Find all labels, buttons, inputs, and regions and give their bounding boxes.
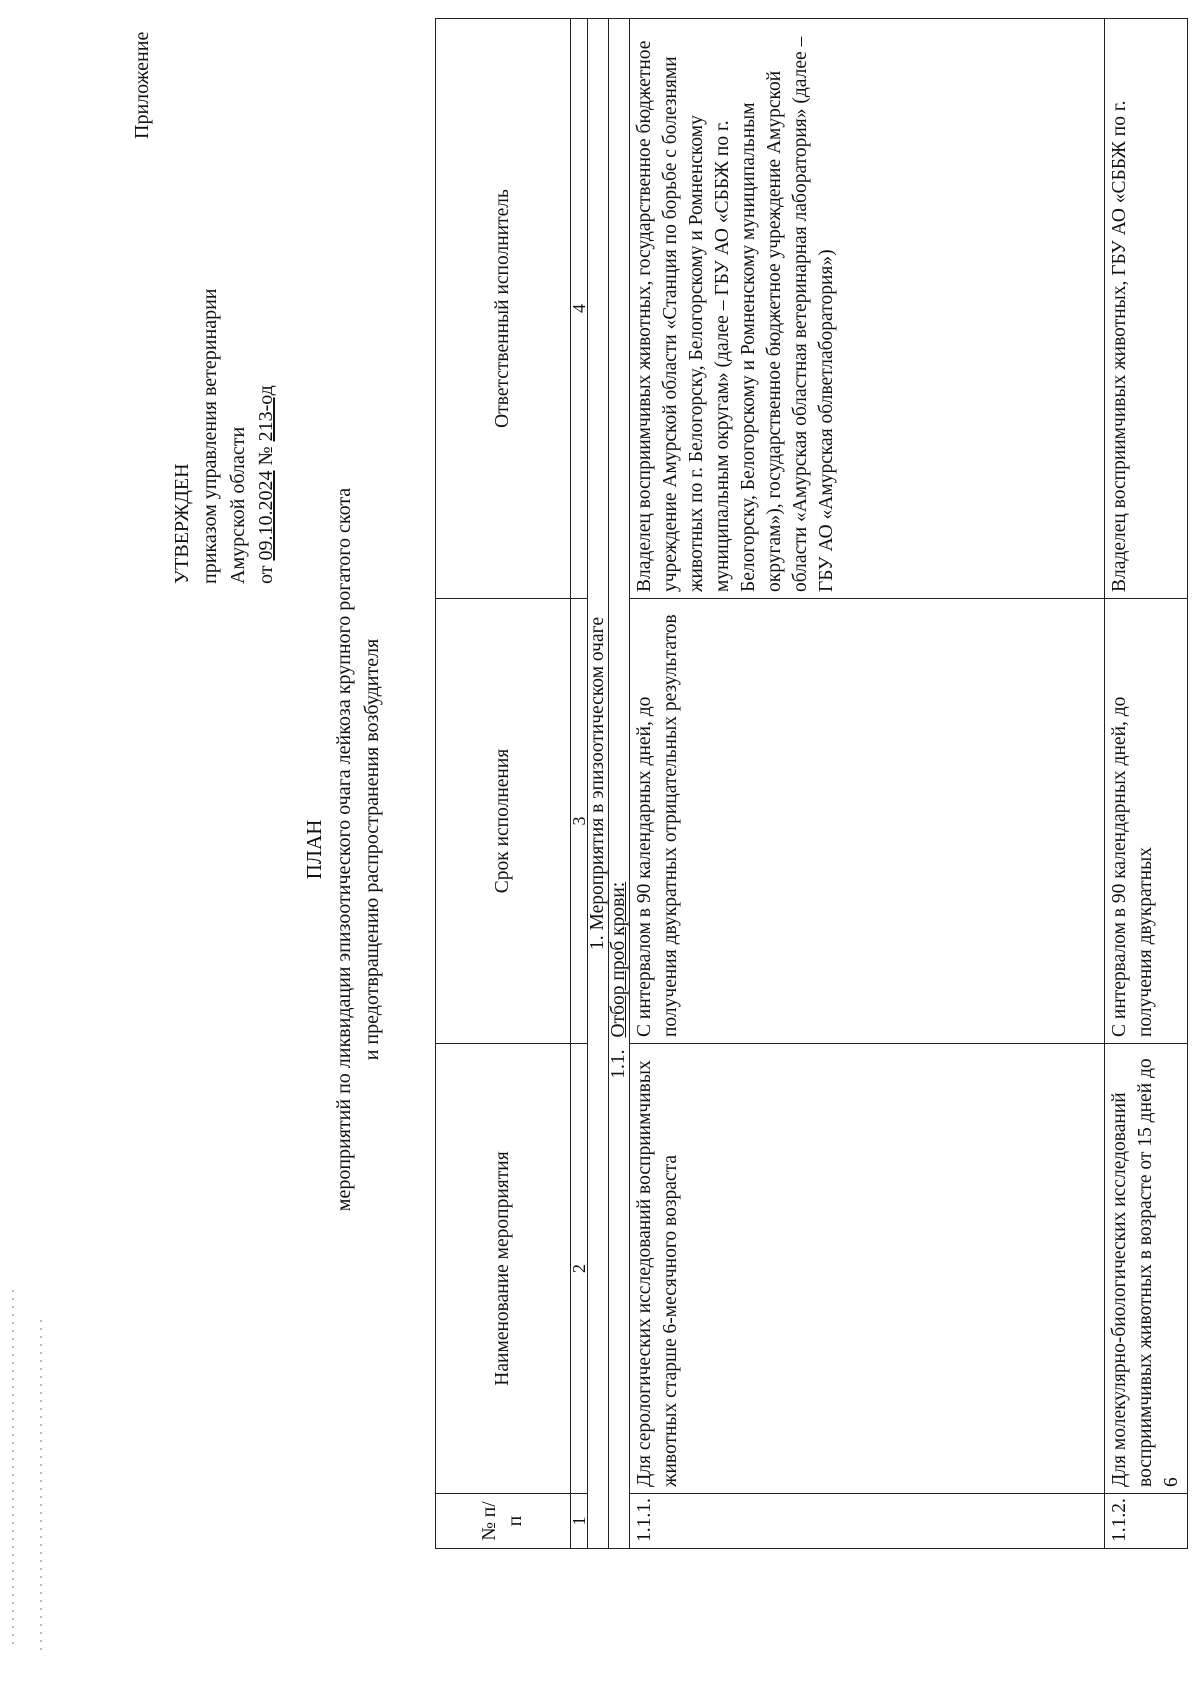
col-number-4: 4 [571,19,588,599]
row-name: Для серологических исследований восприимчивых животных старше 6-месячного возраста [630,1044,1105,1494]
approved-label: УТВЕРЖДЕН [171,463,193,584]
table-row [1105,19,1188,1549]
header-num: № п/п [436,1494,571,1549]
plan-table [435,18,1188,1549]
table-row [630,19,1105,1549]
col-number-3: 3 [571,599,588,1044]
subsection-title: Отбор проб крови: [608,881,629,1038]
appendix-label: Приложение [131,31,153,139]
approval-line-1: приказом управления ветеринарии [199,288,221,584]
section-title: 1. Мероприятия в эпизоотическом очаге [588,19,609,1549]
doc-subtitle-1: мероприятий по ликвидации эпизоотического очага лейкоза крупного рогатого скота [333,487,355,1212]
approval-line-2: Амурской области [227,426,249,584]
doc-title: ПЛАН [302,819,326,880]
approval-number: 213-од [255,385,277,442]
header-name: Наименование мероприятия [436,1044,571,1494]
approval-block [168,289,280,585]
approval-date: 09.10.2024 [255,470,277,561]
header-term: Срок исполнения [436,599,571,1044]
row-term: С интервалом в 90 календарных дней, до получения двукратных [1105,599,1188,1044]
row-num: 1.1.1. [630,1494,1105,1549]
subsection-title-cell [609,19,630,1044]
col-number-2: 2 [571,1044,588,1494]
row-name: Для молекулярно-биологических исследований восприимчивых животных в возрасте от 15 дней до 6 [1105,1044,1188,1494]
subsection-number: 1.1. [609,1044,630,1549]
section-row [588,19,609,1549]
table-header-row [436,19,571,1549]
row-executor: Владелец восприимчивых животных, ГБУ АО «СББЖ по г. [1105,19,1188,599]
header-executor: Ответственный исполнитель [436,19,571,599]
row-term: С интервалом в 90 календарных дней, до получения двукратных отрицательных результатов [630,599,1105,1044]
col-number-1: 1 [571,1494,588,1549]
doc-subtitle-2: и предотвращению распространения возбудителя [361,638,383,1061]
subsection-row [609,19,630,1549]
row-executor: Владелец восприимчивых животных, государственное бюджетное учреждение Амурской области «Станция по борьбе с болезнями животных по г. Белогорску, Белогорскому и Ромненскому муниципальным округам» (далее – ГБУ АО «СББЖ по г. Белогорску, Белогорскому и Ромненскому муниципальным округам»), государственное бюджетное учреждение Амурской области «Амурская областная ветеринарная лаборатория» (далее – ГБУ АО «Амурская облветлаборатория») [630,19,1105,599]
scan-artifact-line [12,1290,14,1650]
approval-date-line: от 09.10.2024 № 213-од [255,385,277,584]
column-number-row [571,19,588,1549]
row-num: 1.1.2. [1105,1494,1188,1549]
scan-artifact-line [40,1320,42,1650]
